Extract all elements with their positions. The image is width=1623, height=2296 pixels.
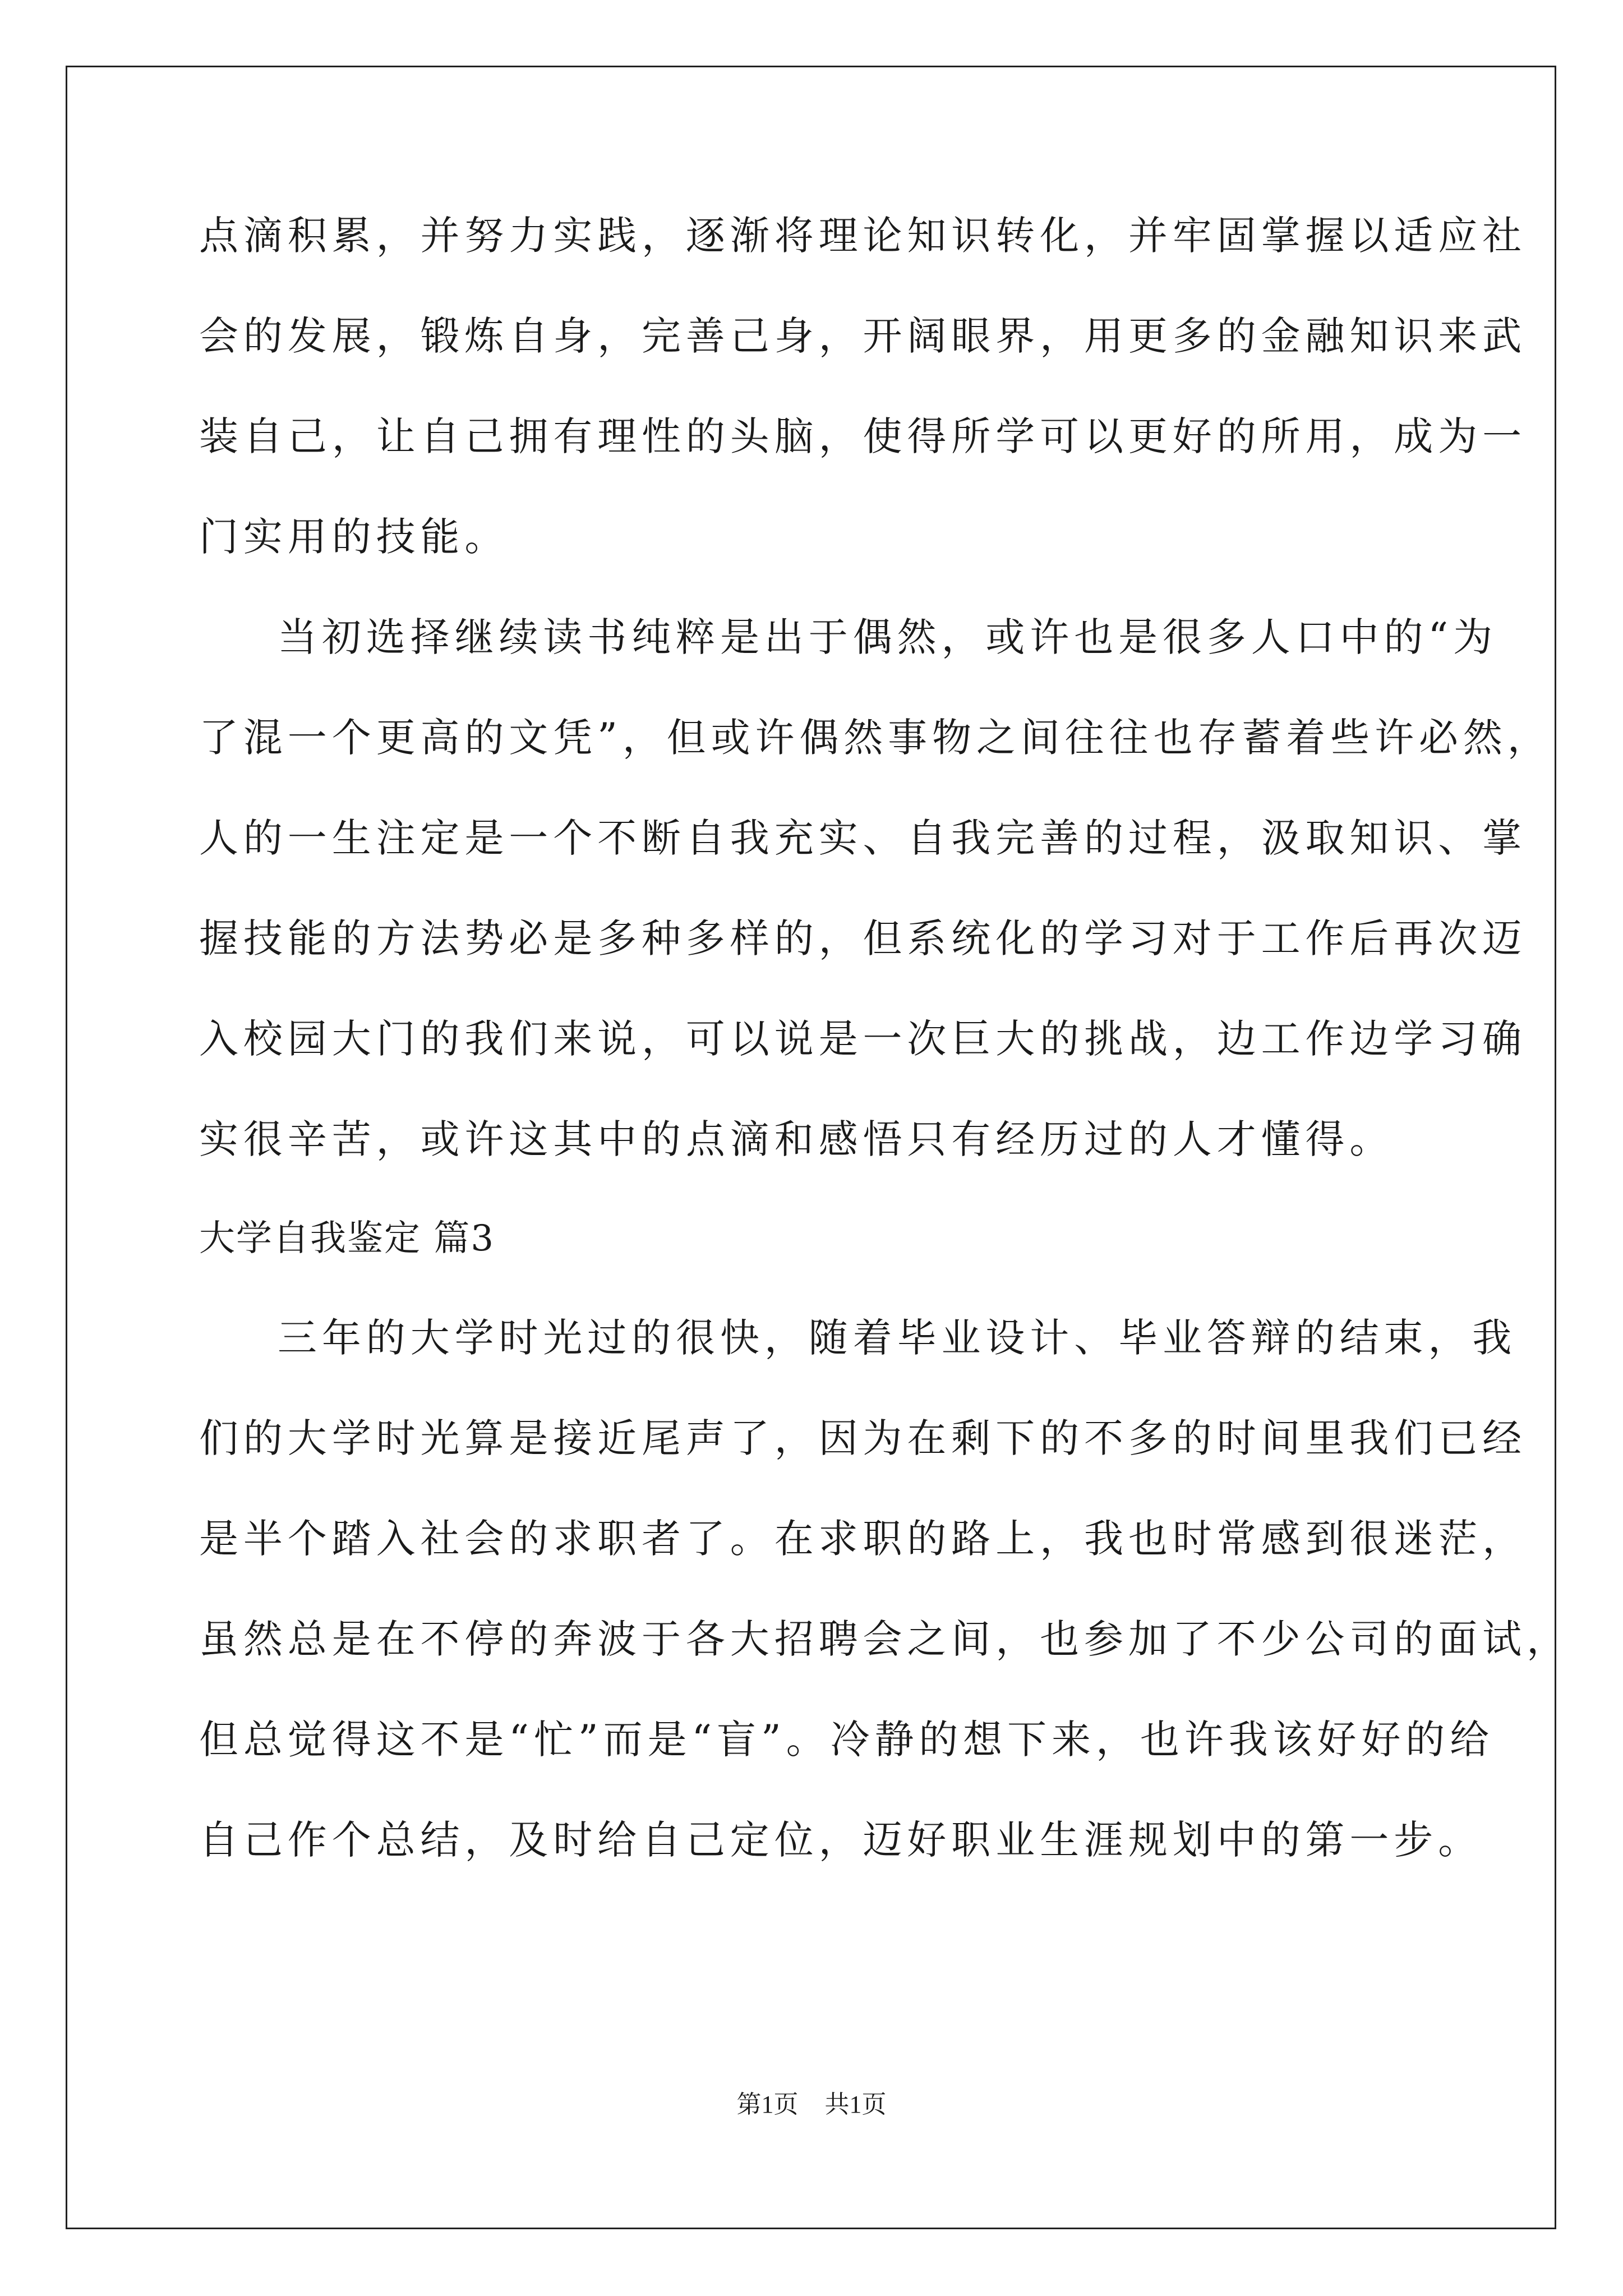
text-line: 握技能的方法势必是多种多样的，但系统化的学习对于工作后再次迈: [199, 915, 1527, 961]
text-line: 自己作个总结，及时给自己定位，迈好职业生涯规划中的第一步。: [199, 1817, 1483, 1863]
text-line: 门实用的技能。: [199, 514, 509, 560]
page-total: 共1页: [824, 2091, 887, 2118]
paragraph-1: [199, 208, 1527, 565]
text-line: 入校园大门的我们来说，可以说是一次巨大的挑战，边工作边学习确: [199, 1016, 1527, 1062]
text-line: 当初选择继续读书纯粹是出于偶然，或许也是很多人口中的“为: [278, 614, 1497, 660]
document-body: [199, 208, 1571, 1912]
text-line: 实很辛苦，或许这其中的点滴和感悟只有经历过的人才懂得。: [199, 1116, 1394, 1162]
text-line: 会的发展，锻炼自身，完善己身，开阔眼界，用更多的金融知识来武: [199, 313, 1527, 359]
text-line: 但总觉得这不是“忙”而是“盲”。冷静的想下来，也许我该好好的给: [199, 1717, 1495, 1763]
text-line: 三年的大学时光过的很快，随着毕业设计、毕业答辩的结束，我: [278, 1315, 1517, 1361]
text-line: 是半个踏入社会的求职者了。在求职的路上，我也时常感到很迷茫，: [199, 1516, 1527, 1562]
text-line: 人的一生注定是一个不断自我充实、自我完善的过程，汲取知识、掌: [199, 815, 1527, 861]
text-line: 们的大学时光算是接近尾声了，因为在剩下的不多的时间里我们已经: [199, 1415, 1527, 1461]
text-line: 虽然总是在不停的奔波于各大招聘会之间，也参加了不少公司的面试，: [199, 1616, 1571, 1662]
text-line: 点滴积累，并努力实践，逐渐将理论知识转化，并牢固掌握以适应社: [199, 213, 1527, 259]
paragraph-2: [199, 609, 1552, 1167]
section-heading: 大学自我鉴定 篇3: [199, 1218, 495, 1259]
page-number: 第1页: [736, 2091, 799, 2118]
page-footer: [0, 2088, 1623, 2122]
text-line: 了混一个更高的文凭”，但或许偶然事物之间往往也存蓄着些许必然，: [199, 715, 1552, 761]
text-line: 装自己，让自己拥有理性的头脑，使得所学可以更好的所用，成为一: [199, 413, 1527, 459]
paragraph-3: [199, 1310, 1571, 1868]
